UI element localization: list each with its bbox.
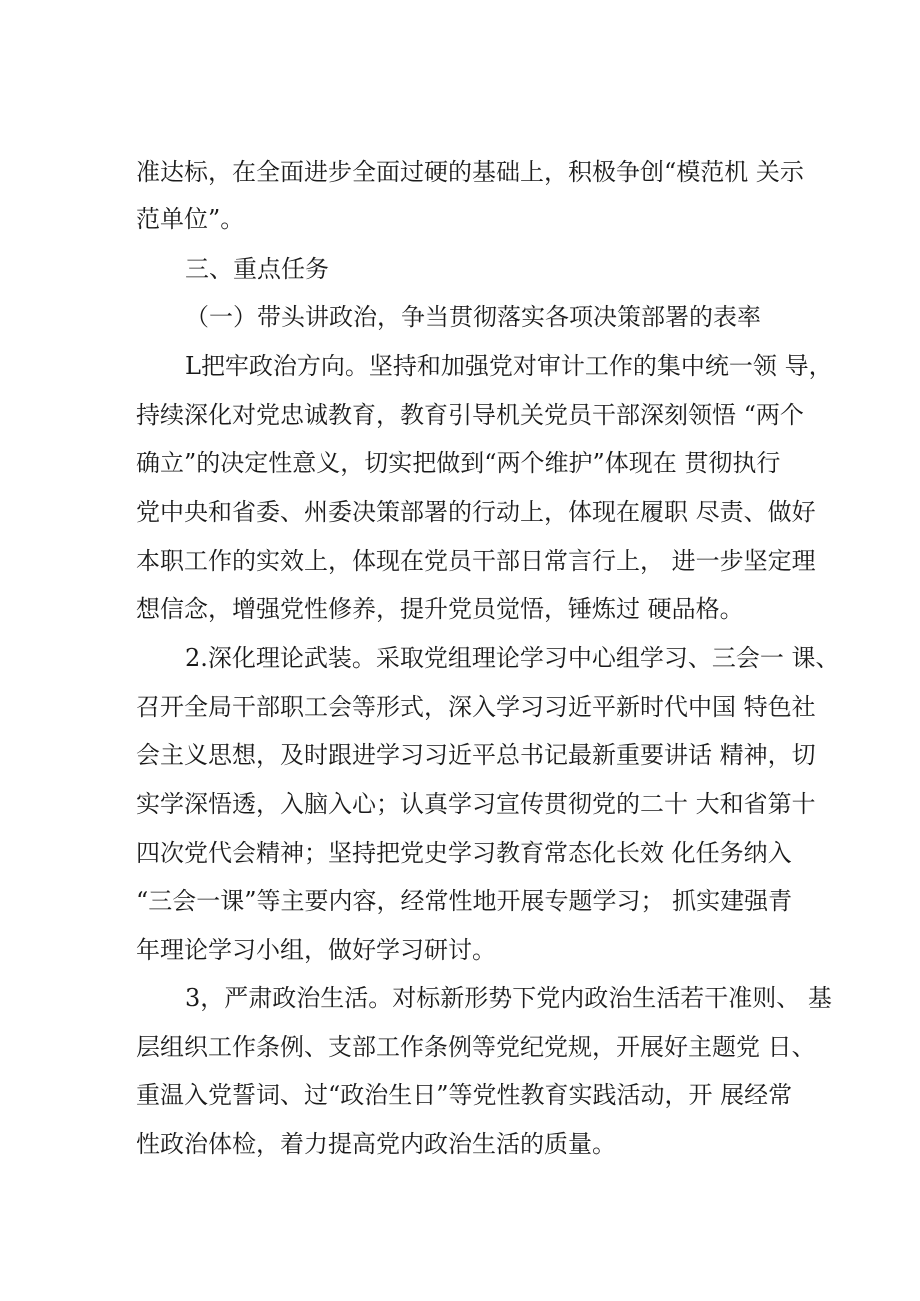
text-line: 2.深化理论武装。采取党组理论学习中心组学习、三会一 课、 — [185, 644, 840, 672]
section-heading: 三、重点任务 — [185, 255, 329, 283]
text-line: 想信念，增强党性修养，提升党员觉悟，锤炼过 硬品格。 — [136, 595, 744, 623]
text-line: 重温入党誓词、过“政治生日”等党性教育实践活动，开 展经常 — [136, 1081, 793, 1109]
text-line: 四次党代会精神；坚持把党史学习教育常态化长效 化任务纳入 — [136, 839, 792, 867]
text-line: 党中央和省委、州委决策部署的行动上，体现在履职 尽责、做好 — [136, 498, 816, 526]
text-line: “三会一课”等主要内容，经常性地开展专题学习； 抓实建强青 — [136, 887, 793, 915]
text-line: 实学深悟透，入脑入心；认真学习宣传贯彻党的二十 大和省第十 — [136, 790, 816, 818]
text-line: 3，严肃政治生活。对标新形势下党内政治生活若干准则、 基 — [185, 984, 832, 1012]
text-line: 持续深化对党忠诚教育，教育引导机关党员干部深刻领悟 “两个 — [136, 401, 804, 429]
text-line: 年理论学习小组，做好学习研讨。 — [136, 936, 496, 964]
text-line: 范单位”。 — [136, 205, 245, 233]
text-line: 确立”的决定性意义，切实把做到“两个维护”体现在 贯彻执行 — [136, 449, 781, 477]
text-line: 会主义思想，及时跟进学习习近平总书记最新重要讲话 精神，切 — [136, 741, 816, 769]
text-line: 召开全局干部职工会等形式，深入学习习近平新时代中国 特色社 — [136, 693, 816, 721]
text-line: 层组织工作条例、支部工作条例等党纪党规，开展好主题党 日、 — [136, 1033, 816, 1061]
text-line: L把牢政治方向。坚持和加强党对审计工作的集中统一领 导， — [185, 352, 833, 380]
text-line: 本职工作的实效上，体现在党员干部日常言行上， 进一步坚定理 — [136, 547, 816, 575]
subsection-heading: （一）带头讲政治，争当贯彻落实各项决策部署的表率 — [185, 303, 761, 331]
text-line: 准达标，在全面进步全面过硬的基础上，积极争创“模范机 关示 — [136, 158, 804, 186]
text-line: 性政治体检，着力提高党内政治生活的质量。 — [136, 1130, 616, 1158]
